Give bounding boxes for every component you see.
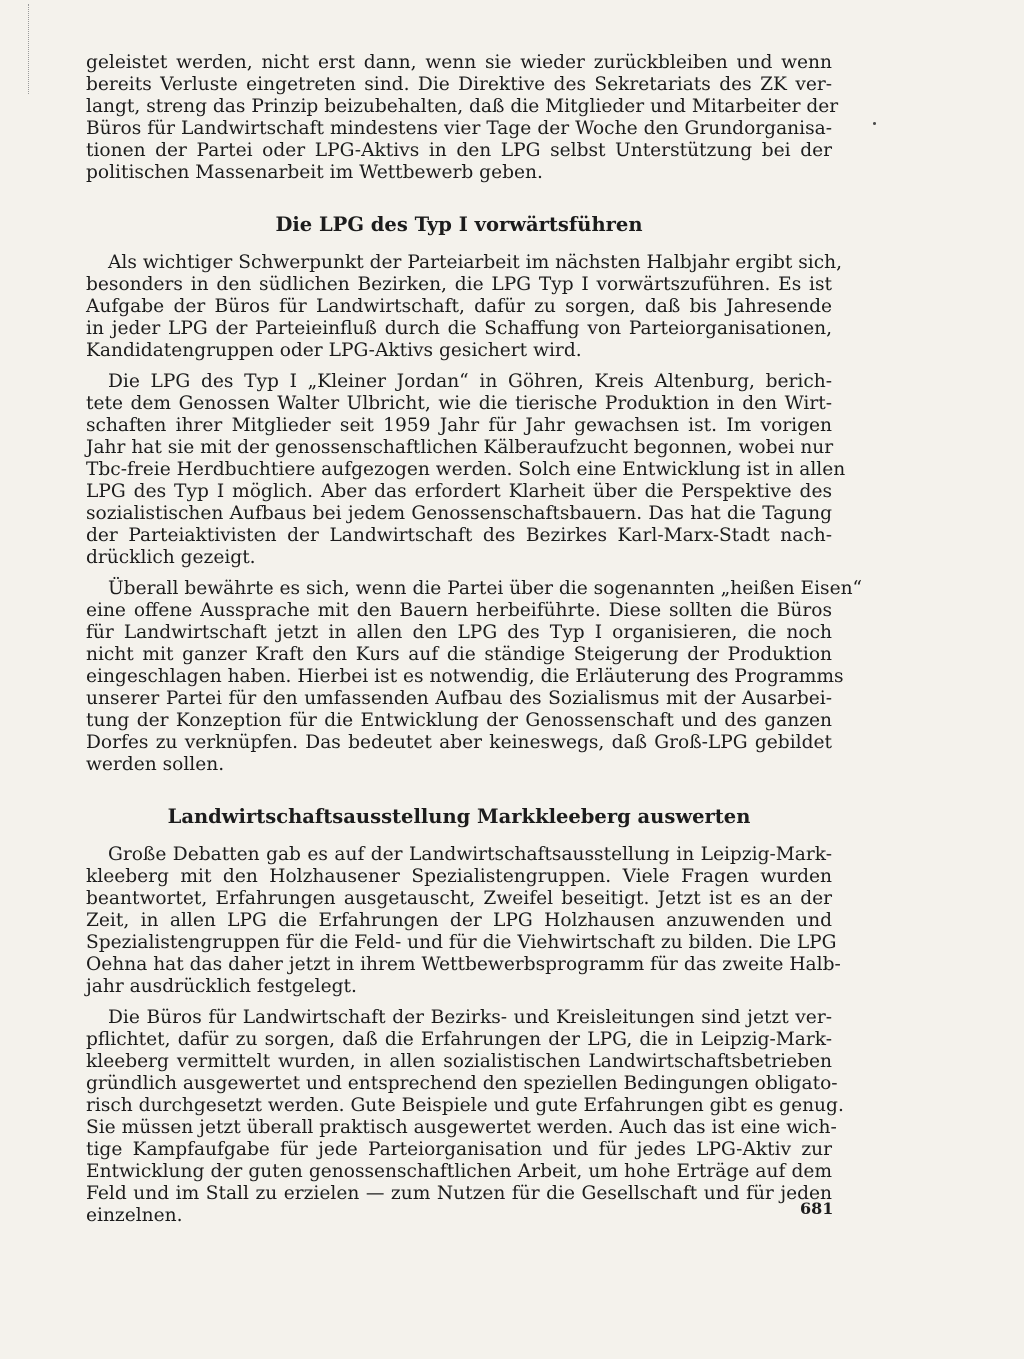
text-line: der Parteiaktivisten der Landwirtschaft des Bezirkes Karl-Marx-Stadt nach- xyxy=(86,525,832,546)
text-line: tung der Konzeption für die Entwicklung der Genossenschaft und des ganzen xyxy=(86,710,832,731)
text-line: drücklich gezeigt. xyxy=(86,547,256,568)
text-line: LPG des Typ I möglich. Aber das erfordert Klarheit über die Perspektive des xyxy=(86,481,832,502)
section-heading-lpg-typ-i: Die LPG des Typ I vorwärtsführen xyxy=(275,213,643,236)
text-line: nicht mit ganzer Kraft den Kurs auf die ständige Steigerung der Produktion xyxy=(86,644,832,665)
paragraph xyxy=(86,1007,844,1227)
text-line: kleeberg mit den Holzhausener Spezialistengruppen. Viele Fragen wurden xyxy=(86,866,832,887)
text-line: Überall bewährte es sich, wenn die Partei über die sogenannten „heißen Eisen“ xyxy=(108,578,863,599)
text-line: pflichtet, dafür zu sorgen, daß die Erfahrungen der LPG, die in Leipzig-Mark- xyxy=(86,1029,832,1050)
paragraph xyxy=(86,844,841,998)
section-heading-markkleeberg: Landwirtschaftsausstellung Markkleeberg auswerten xyxy=(167,805,751,828)
text-line: tige Kampfaufgabe für jede Parteiorganisation und für jedes LPG-Aktiv zur xyxy=(86,1139,832,1160)
text-line: Kandidatengruppen oder LPG-Aktivs gesichert wird. xyxy=(86,340,582,361)
text-line: einzelnen. xyxy=(86,1205,183,1226)
ink-speck xyxy=(873,122,876,125)
text-line: Jahr hat sie mit der genossenschaftlichen Kälberaufzucht begonnen, wobei nur xyxy=(86,437,834,458)
text-line: sozialistischen Aufbaus bei jedem Genossenschaftsbauern. Das hat die Tagung xyxy=(86,503,832,524)
opening-paragraph xyxy=(86,52,839,184)
text-line: unserer Partei für den umfassenden Aufbau des Sozialismus mit der Ausarbei- xyxy=(86,688,832,709)
page-number: 681 xyxy=(800,1199,834,1218)
text-line: Oehna hat das daher jetzt in ihrem Wettbewerbsprogramm für das zweite Halb- xyxy=(86,954,841,975)
text-line: eine offene Aussprache mit den Bauern herbeiführte. Diese sollten die Büros xyxy=(86,600,832,621)
text-line: kleeberg vermittelt wurden, in allen sozialistischen Landwirtschaftsbetrieben xyxy=(86,1051,832,1072)
text-line: beantwortet, Erfahrungen ausgetauscht, Zweifel beseitigt. Jetzt ist es an der xyxy=(86,888,832,909)
text-line: Büros für Landwirtschaft mindestens vier Tage der Woche den Grundorganisa- xyxy=(86,118,832,139)
text-line: tionen der Partei oder LPG-Aktivs in den LPG selbst Unterstützung bei der xyxy=(86,140,832,161)
margin-annotation-mark xyxy=(28,4,33,94)
text-line: Zeit, in allen LPG die Erfahrungen der LPG Holzhausen anzuwenden und xyxy=(86,910,832,931)
text-line: Aufgabe der Büros für Landwirtschaft, dafür zu sorgen, daß bis Jahresende xyxy=(86,296,832,317)
paragraph xyxy=(86,578,863,776)
text-line: politischen Massenarbeit im Wettbewerb geben. xyxy=(86,162,543,183)
text-line: werden sollen. xyxy=(86,754,225,775)
text-line: Die Büros für Landwirtschaft der Bezirks- und Kreisleitungen sind jetzt ver- xyxy=(108,1007,832,1028)
text-line: Die LPG des Typ I „Kleiner Jordan“ in Göhren, Kreis Altenburg, berich- xyxy=(108,371,832,392)
text-line: eingeschlagen haben. Hierbei ist es notwendig, die Erläuterung des Programms xyxy=(86,666,844,687)
text-line: Spezialistengruppen für die Feld- und für die Viehwirtschaft zu bilden. Die LPG xyxy=(86,932,837,953)
text-line: jahr ausdrücklich festgelegt. xyxy=(86,976,357,997)
text-line: risch durchgesetzt werden. Gute Beispiele und gute Erfahrungen gibt es genug. xyxy=(86,1095,844,1116)
text-line: langt, streng das Prinzip beizubehalten, daß die Mitglieder und Mitarbeiter der xyxy=(86,96,839,117)
text-line: Große Debatten gab es auf der Landwirtschaftsausstellung in Leipzig-Mark- xyxy=(108,844,832,865)
text-line: besonders in den südlichen Bezirken, die LPG Typ I vorwärtszuführen. Es ist xyxy=(86,274,832,295)
page-body xyxy=(86,52,863,1236)
text-line: gründlich ausgewertet und entsprechend den speziellen Bedingungen obligato- xyxy=(86,1073,838,1094)
text-line: tete dem Genossen Walter Ulbricht, wie die tierische Produktion in den Wirt- xyxy=(86,393,832,414)
text-line: Tbc-freie Herdbuchtiere aufgezogen werden. Solch eine Entwicklung ist in allen xyxy=(86,459,846,480)
paragraph xyxy=(86,252,843,362)
text-line: Entwicklung der guten genossenschaftlichen Arbeit, um hohe Erträge auf dem xyxy=(86,1161,832,1182)
text-line: bereits Verluste eingetreten sind. Die Direktive des Sekretariats des ZK ver- xyxy=(86,74,832,95)
paragraph xyxy=(86,371,846,569)
text-line: geleistet werden, nicht erst dann, wenn sie wieder zurückbleiben und wenn xyxy=(86,52,832,73)
text-line: Feld und im Stall zu erzielen — zum Nutzen für die Gesellschaft und für jeden xyxy=(86,1183,832,1204)
text-line: für Landwirtschaft jetzt in allen den LPG des Typ I organisieren, die noch xyxy=(86,622,832,643)
text-line: schaften ihrer Mitglieder seit 1959 Jahr für Jahr gewachsen ist. Im vorigen xyxy=(86,415,832,436)
text-line: in jeder LPG der Parteieinfluß durch die Schaffung von Parteiorganisationen, xyxy=(86,318,832,339)
text-line: Dorfes zu verknüpfen. Das bedeutet aber keineswegs, daß Groß-LPG gebildet xyxy=(86,732,832,753)
text-line: Sie müssen jetzt überall praktisch ausgewertet werden. Auch das ist eine wich- xyxy=(86,1117,837,1138)
text-line: Als wichtiger Schwerpunkt der Parteiarbeit im nächsten Halbjahr ergibt sich, xyxy=(108,252,843,273)
